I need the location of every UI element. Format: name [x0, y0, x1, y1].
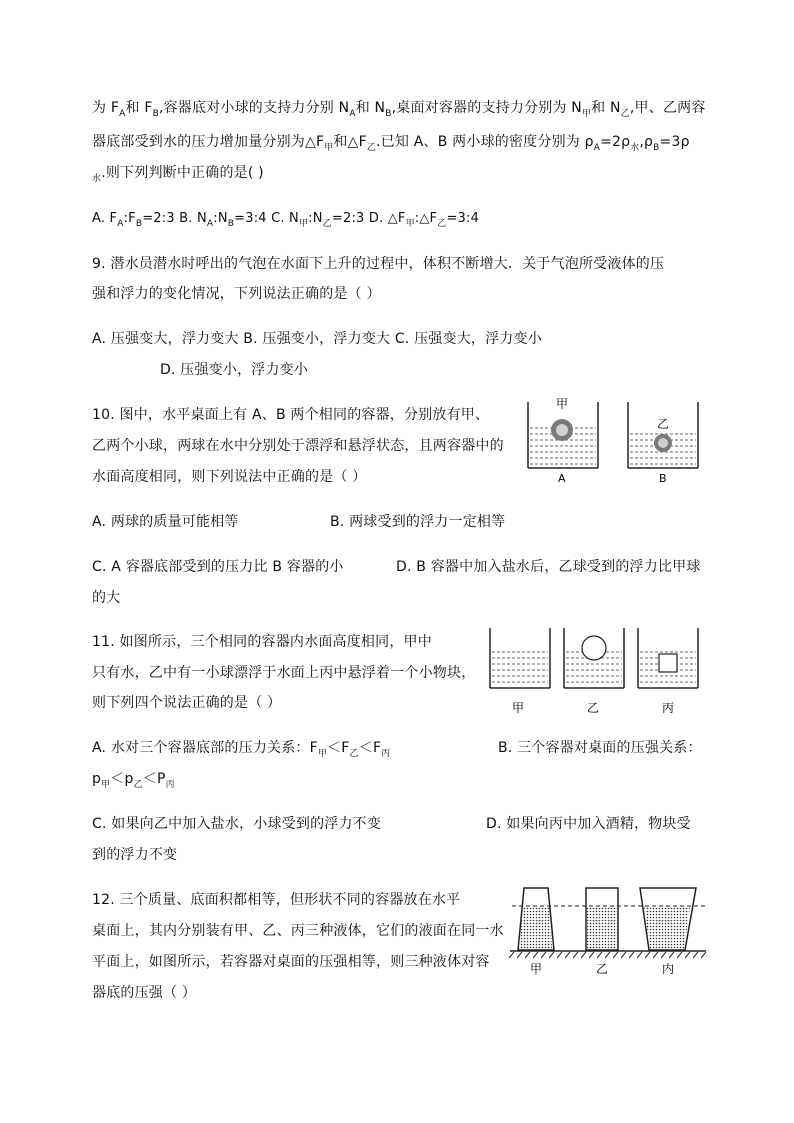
- q10-line-1: 10. 图中，水平桌面上有 A、B 两个相同的容器，分别放有甲、: [92, 407, 490, 423]
- q9-options-row-2: D. 压强变小，浮力变小: [160, 362, 309, 378]
- q8-options: A. $F_A:F_B=2:3$ B. $N_A:N_B=3:4$ C. $N_甲:N_乙=2:3$ D. $\triangle F_甲:\triangle F_乙=3:4$: [92, 211, 480, 229]
- q12-figure: [508, 880, 710, 980]
- q11-option-b: B. 三个容器对桌面的压强关系：: [498, 740, 702, 756]
- label-bing: 丙: [662, 701, 675, 715]
- label-jia: 甲: [556, 397, 569, 411]
- label-B: B: [659, 472, 667, 485]
- q9-line-1: 9. 潜水员潜水时呼出的气泡在水面下上升的过程中，体积不断增大．关于气泡所受液体的压: [92, 256, 665, 272]
- q10-line-3: 水面高度相同，则下列说法中正确的是（ ）: [92, 469, 367, 485]
- q10-option-b: B. 两球受到的浮力一定相等: [330, 514, 506, 530]
- container-bing: [640, 888, 696, 950]
- q11-line-1: 11. 如图所示，三个相同的容器内水面高度相同，甲中: [92, 634, 432, 650]
- container-yi: [586, 888, 618, 950]
- q9-options-row-1: A. 压强变大，浮力变大 B. 压强变小，浮力变大 C. 压强变大，浮力变小: [92, 331, 542, 347]
- q12-line-1: 12. 三个质量、底面积都相等，但形状不同的容器放在水平: [92, 892, 461, 908]
- q10-option-c: C. A 容器底部受到的压力比 B 容器的小: [92, 559, 344, 575]
- label-yi: 乙: [596, 962, 609, 976]
- q8-line-3: $_水$.则下列判断中正确的是( ): [92, 165, 264, 184]
- q11-figure: [484, 624, 704, 718]
- q11-option-a: A. 水对三个容器底部的压力关系：$F_甲<F_乙<F_丙$: [92, 740, 391, 759]
- q11-option-b-cont: $p_甲<p_乙<P_丙$: [92, 771, 175, 790]
- floating-ball: [582, 636, 606, 660]
- q10-option-d-cont: 的大: [92, 590, 121, 606]
- q11-option-d: D. 如果向丙中加入酒精，物块受: [486, 816, 691, 832]
- q10-option-a: A. 两球的质量可能相等: [92, 514, 239, 530]
- q11-option-d-cont: 到的浮力不变: [92, 847, 178, 863]
- label-yi: 乙: [587, 701, 600, 715]
- label-jia: 甲: [530, 962, 543, 976]
- q11-option-c: C. 如果向乙中加入盐水，小球受到的浮力不变: [92, 816, 382, 832]
- q12-line-2: 桌面上，其内分别装有甲、乙、丙三种液体，它们的液面在同一水: [92, 923, 504, 939]
- q12-line-4: 器底的压强（ ）: [92, 985, 197, 1001]
- label-jia: 甲: [512, 701, 525, 715]
- container-yi: [564, 628, 624, 688]
- container-jia: [518, 888, 554, 950]
- container-bing: [638, 628, 698, 688]
- container-b: [628, 402, 698, 468]
- q10-figure: [520, 396, 710, 488]
- q8-line-2: 器底部受到水的压力增加量分别为$\triangle F_甲$和$\triangle F_乙$.已知 A、B 两小球的密度分别为 $\rho_A=2\rho_水,\rho_B=3\rho$: [92, 134, 690, 153]
- container-a: [528, 402, 598, 468]
- label-bing: 内: [662, 962, 675, 976]
- q8-line-1: 为 $F_A$和 $F_B$,容器底对小球的支持力分别 $N_A$和 $N_B$,桌面对容器的支持力分别为 $N_甲$和 $N_乙$,甲、乙两容: [92, 100, 706, 119]
- q10-line-2: 乙两个小球，两球在水中分别处于漂浮和悬浮状态，且两容器中的: [92, 438, 504, 454]
- label-A: A: [558, 472, 566, 485]
- q11-line-2: 只有水，乙中有一小球漂浮于水面上丙中悬浮着一个小物块，: [92, 665, 476, 681]
- q12-line-3: 平面上，如图所示，若容器对桌面的压强相等，则三种液体对容: [92, 954, 490, 970]
- q10-option-d: D. B 容器中加入盐水后，乙球受到的浮力比甲球: [396, 559, 701, 575]
- suspended-block: [659, 654, 677, 672]
- table-surface: [509, 951, 706, 958]
- container-jia: [490, 628, 550, 688]
- label-yi: 乙: [657, 417, 670, 431]
- q9-line-2: 强和浮力的变化情况，下列说法正确的是（ ）: [92, 286, 381, 302]
- q11-line-3: 则下列四个说法正确的是（ ）: [92, 695, 282, 711]
